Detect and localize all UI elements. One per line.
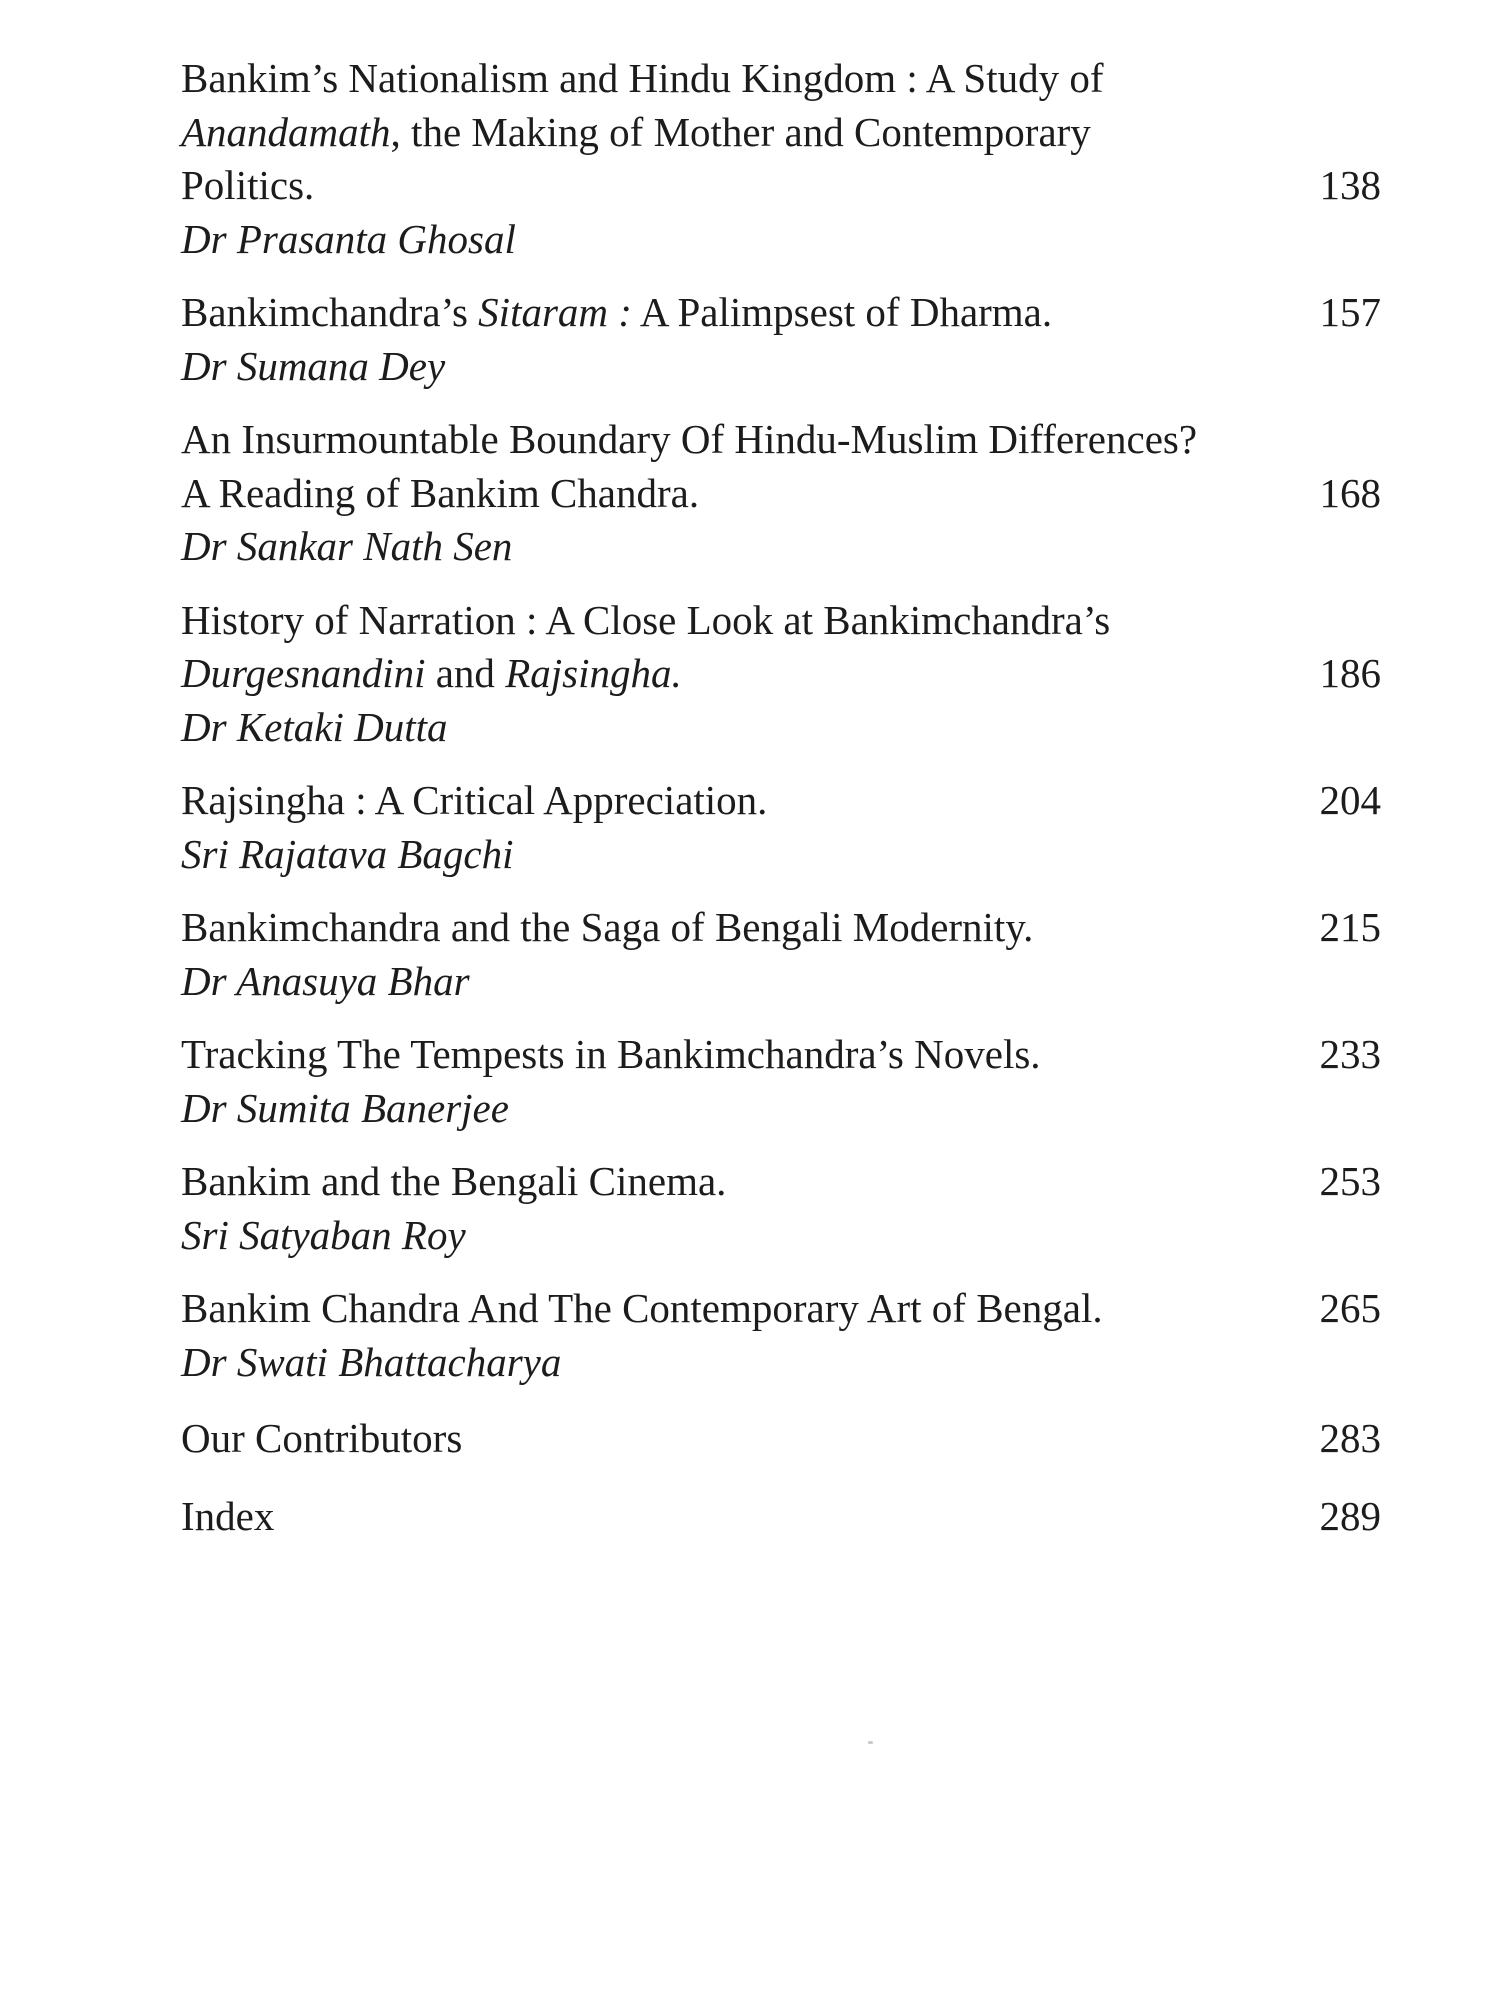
entry-author: Dr Sumita Banerjee [181,1084,509,1131]
page-number: 253 [1319,1158,1381,1204]
entry-title-line: A Reading of Bankim Chandra. [181,469,700,516]
entry-title-line: Bankim Chandra And The Contemporary Art of Bengal. [181,1285,1103,1331]
book-title: Durgesnandini [181,650,426,696]
toc-entry-contributors [181,1409,1381,1467]
entry-author: Dr Anasuya Bhar [181,957,470,1004]
toc-entry [181,413,1381,574]
page-number: 186 [1319,650,1381,696]
page-number: 289 [1319,1493,1381,1539]
entry-author: Dr Sankar Nath Sen [181,523,513,569]
book-title: Rajsingha. [505,650,682,696]
toc-entry [181,1155,1381,1262]
entry-title-line: Politics. [181,162,315,208]
entry-title-line: Rajsingha : A Critical Appreciation. [181,777,768,823]
page-number: 168 [1319,469,1381,516]
entry-title-line: Our Contributors [181,1415,463,1461]
page-number: 157 [1319,289,1381,335]
entry-title-line: Index [181,1493,275,1539]
entry-title-line: An Insurmountable Boundary Of Hindu-Muslim Differences? [181,416,1198,462]
entry-title-line: Bankim and the Bengali Cinema. [181,1158,727,1204]
entry-title-text: and [425,650,506,696]
toc-entry [181,901,1381,1008]
entry-author: Dr Sumana Dey [181,342,446,389]
entry-author: Dr Prasanta Ghosal [181,215,516,262]
entry-author: Sri Satyaban Roy [181,1211,466,1258]
entry-author: Dr Ketaki Dutta [181,703,448,750]
page-number: 215 [1319,904,1381,950]
entry-title-line: Bankim’s Nationalism and Hindu Kingdom : A Study of [181,55,1104,101]
page-number: 283 [1319,1415,1381,1461]
entry-title-line: History of Narration : A Close Look at Bankimchandra’s [181,596,1111,643]
entry-author: Dr Swati Bhattacharya [181,1338,562,1385]
table-of-contents [181,52,1381,1565]
entry-title-line [181,286,1301,340]
page-number: 233 [1319,1031,1381,1077]
toc-entry [181,1028,1381,1135]
entry-author: Sri Rajatava Bagchi [181,830,514,877]
toc-entry [181,286,1381,393]
toc-entry [181,594,1381,755]
page-number: 204 [1319,777,1381,823]
entry-title-line [181,647,1301,701]
page-number: 265 [1319,1285,1381,1331]
book-title: Anandamath [181,108,391,155]
page-number: 138 [1319,162,1381,208]
entry-title-text: , the Making of Mother and Contemporary [390,108,1091,155]
entry-title-text: Bankimchandra’s [181,289,479,335]
entry-title-line: Bankimchandra and the Saga of Bengali Modernity. [181,904,1034,950]
toc-entry-index [181,1487,1381,1545]
toc-entry [181,52,1381,266]
toc-entry [181,1282,1381,1389]
entry-title-line: Tracking The Tempests in Bankimchandra’s Novels. [181,1031,1041,1077]
entry-title-text: A Palimpsest of Dharma. [631,289,1053,335]
scan-speck [868,1741,873,1744]
toc-entry [181,774,1381,881]
book-title: Sitaram : [478,289,632,335]
entry-title-line [181,106,1301,160]
